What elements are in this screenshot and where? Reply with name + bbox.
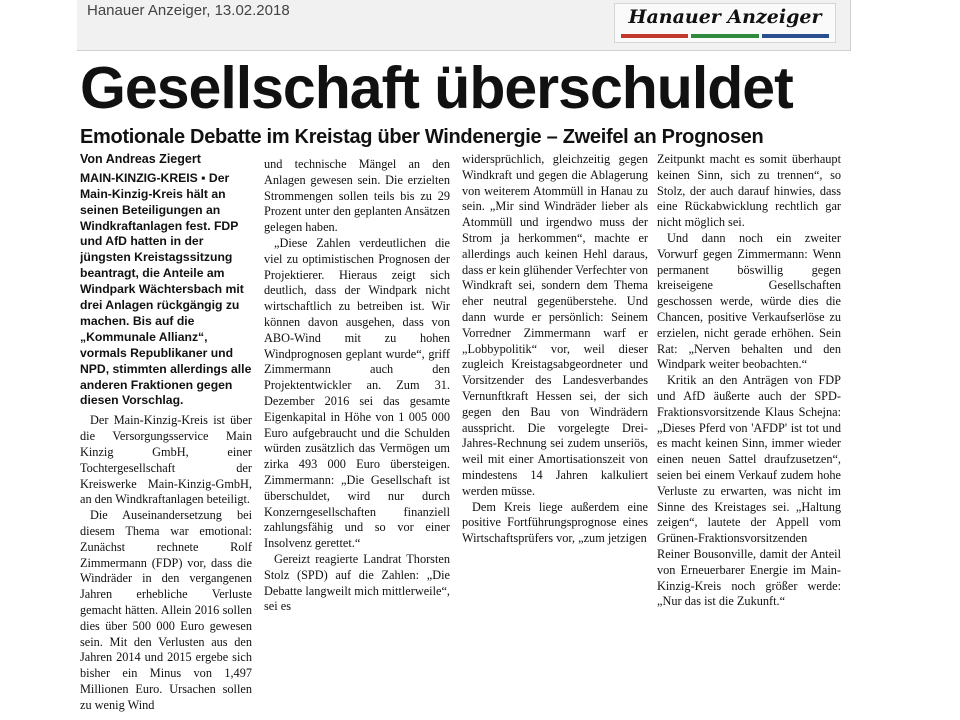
article-subheadline: Emotionale Debatte im Kreistag über Windenergie – Zweifel an Prognosen: [80, 126, 764, 148]
article-headline: Gesellschaft überschuldet: [80, 55, 793, 121]
article-column-1: [80, 152, 252, 714]
clipping-header: [77, 0, 851, 51]
paragraph: Dem Kreis liege außerdem eine positive Fortführungsprognose eines Wirtschaftsprüfers vor, „zum jetzigen: [462, 499, 648, 546]
paragraph: Und dann noch ein zweiter Vorwurf gegen Zimmermann: Wenn permanent böswillig gegen kreiseigene Gesellschaften geschossen werde, würde dies die Chancen, positive Verkaufserlöse zu erzielen, nicht gerade erhöhen. Sein Rat: „Nerven behalten und den Windpark weiter beobachten.“: [657, 230, 841, 372]
logo-stripes: [621, 34, 829, 38]
logo-text: Hanauer Anzeiger: [628, 6, 822, 28]
article-column-3: [462, 152, 648, 547]
article-column-2: [264, 157, 450, 615]
paragraph: Zeitpunkt macht es somit überhaupt keinen Sinn, sich zu trennen“, so Stolz, der auch darauf hinwies, dass eine Rückabwicklung rechtlich gar nicht möglich sei.: [657, 152, 841, 230]
paragraph: Gereizt reagierte Landrat Thorsten Stolz (SPD) auf die Zahlen: „Die Debatte langweilt mich mittlerweile“, sei es: [264, 551, 450, 614]
paragraph: Der Main-Kinzig-Kreis ist über die Versorgungsservice Main Kinzig GmbH, einer Tochtergesellschaft der Kreiswerke Main-Kinzig-GmbH, an den Windkraftanlagen beteiligt.: [80, 413, 252, 507]
logo-stripe-red: [621, 34, 688, 38]
article-lead: MAIN-KINZIG-KREIS ▪ Der Main-Kinzig-Kreis hält an seinen Beteiligungen an Windkraftanlagen fest. FDP und AfD hatten in der jüngsten Kreistagssitzung beantragt, die Anteile am Windpark Wächtersbach mit drei Anlagen rückgängig zu machen. Bis auf die „Kommunale Allianz“, vormals Republikaner und NPD, stimmten allerdings alle anderen Fraktionen gegen diesen Vorschlag.: [80, 170, 252, 408]
logo-stripe-green: [691, 34, 758, 38]
paragraph: Kritik an den Anträgen von FDP und AfD äußerte auch der SPD-Fraktionsvorsitzende Klaus Schejna: „Dieses Pferd von 'AFDP' ist tot und es macht keinen Sinn, immer wieder einen neuen Sattel draufzusetzen“, seien bei einem Verkauf zudem hohe Verluste zu erwarten, was nicht im Sinne des Kreistages sei. „Haltung zeigen“, lautete der Appell vom Grünen-Fraktionsvorsitzenden Reiner Bousonville, damit der Anteil von Erneuerbarer Energie im Main-Kinzig-Kreis noch größer werde: „Nur das ist die Zukunft.“: [657, 373, 841, 609]
article-column-4: [657, 152, 841, 610]
paragraph: Die Auseinandersetzung bei diesem Thema war emotional: Zunächst rechnete Rolf Zimmermann (FDP) vor, dass die Windräder in den vergangenen Jahren erhebliche Verluste gemacht hätten. Allein 2016 sollen dies über 500 000 Euro gewesen sein. Mit den Verlusten aus den Jahren 2014 und 2015 ergebe sich bisher ein Minus von 1,497 Millionen Euro. Ursachen sollen zu wenig Wind: [80, 508, 252, 712]
paragraph: und technische Mängel an den Anlagen gewesen sein. Die erzielten Strommengen sollen teils bis zu 29 Prozent unter den geplanten Ansätzen gelegen haben.: [264, 157, 450, 235]
newspaper-logo: [614, 3, 836, 43]
source-date: Hanauer Anzeiger, 13.02.2018: [87, 2, 290, 19]
byline: Von Andreas Ziegert: [80, 152, 201, 166]
logo-stripe-blue: [762, 34, 829, 38]
paragraph: „Diese Zahlen verdeutlichen die viel zu optimistischen Prognosen der Projektierer. Hieraus zeigt sich deutlich, dass der Windpark nicht wirtschaftlich zu betreiben ist. Wir können davon ausgehen, dass von ABO-Wind mit zu hohen Windprognosen geplant wurde“, griff Zimmermann auch den Projektentwickler an. Zum 31. Dezember 2016 sei das gesamte Eigenkapital in Höhe von 1 005 000 Euro aufgebraucht und die Schulden würden zusätzlich das Vermögen um zirka 493 000 Euro übersteigen. Zimmermann: „Die Gesellschaft ist überschuldet, wird nur durch Konzerngesellschaften finanziell zahlungsfähig und so vor einer Insolvenz gerettet.“: [264, 235, 450, 551]
paragraph: widersprüchlich, gleichzeitig gegen Windkraft und gegen die Ablagerung von weiterem Atommüll in Hanau zu sein. „Mir sind Windräder lieber als Atommüll und irgendwo muss der Strom ja herkommen“, machte er allerdings auch keinen Hehl daraus, dass er kein glühender Verfechter von Windkraft sei, sondern dem Thema eher neutral gegenüberstehe. Und dann wurde er persönlich: Seinem Vorredner Zimmermann warf er „Lobbypolitik“ vor, weil dieser zugleich Kreistagsabgeordneter und Vorsitzender des Landesverbandes Vernunftkraft Hessen sei, der sich gegen den Bau von Windrädern ausspricht. Die vorgelegte Drei-Jahres-Rechnung sei zudem unseriös, weil mit einer Amortisationszeit von mindestens 14 Jahren kalkuliert werden müsse.: [462, 152, 648, 498]
